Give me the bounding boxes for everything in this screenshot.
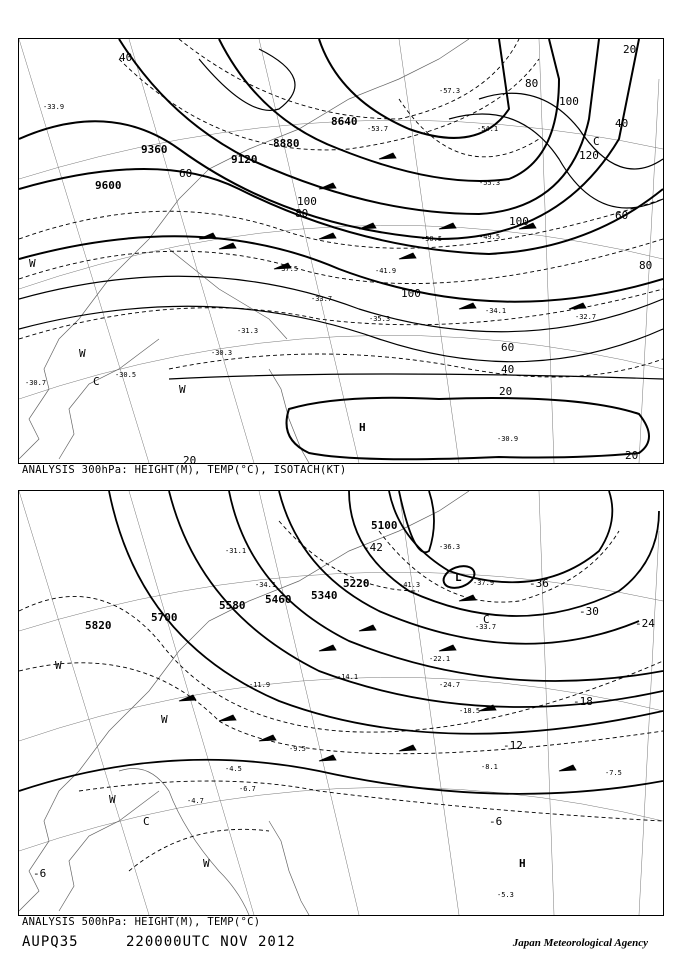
temp-label: -35.3: [369, 315, 391, 323]
height-label: 8880: [273, 137, 300, 150]
temp-label: -18.5: [459, 707, 481, 715]
warm-symbol: W: [203, 857, 210, 870]
height-label: 8640: [331, 115, 358, 128]
height-label: 5700: [151, 611, 178, 624]
high-pressure-contour: [287, 398, 650, 460]
cold-symbol: C: [93, 375, 100, 388]
isotach-label: 80: [295, 207, 309, 220]
temp-label: -5.3: [497, 891, 514, 899]
chart-300hpa-map: [19, 39, 663, 463]
isotach-label: 80: [525, 77, 539, 90]
isotherm-label: -36: [529, 577, 549, 590]
height-contours: [19, 491, 663, 794]
isotherm-label: -42: [363, 541, 383, 554]
height-label: 5460: [265, 593, 292, 606]
isotach-label: 20: [499, 385, 513, 398]
isotach-label: 60: [615, 209, 629, 222]
warm-symbol: W: [161, 713, 168, 726]
temp-label: -36.3: [439, 543, 461, 551]
temp-label: -7.5: [605, 769, 622, 777]
temp-label: -6.7: [239, 785, 256, 793]
height-label: 5340: [311, 589, 338, 602]
isotherm-label: -6: [33, 867, 47, 880]
temp-label: -57.3: [439, 87, 461, 95]
temp-label: -30.3: [211, 349, 233, 357]
height-label: 5820: [85, 619, 112, 632]
high-pressure-symbol: H: [519, 857, 526, 870]
temp-label: -9.5: [289, 745, 306, 753]
temp-label: -22.1: [429, 655, 451, 663]
temp-label: -11.9: [249, 681, 271, 689]
height-label: 9360: [141, 143, 168, 156]
temp-label: -14.1: [337, 673, 359, 681]
warm-symbol: W: [109, 793, 116, 806]
temp-label: -33.7: [475, 623, 497, 631]
temp-label: -4.7: [187, 797, 204, 805]
temp-label: -31.3: [237, 327, 259, 335]
temp-label: -34.1: [255, 581, 277, 589]
isotherm-label: -12: [503, 739, 523, 752]
temp-label: -30.5: [115, 371, 137, 379]
chart-id: AUPQ35: [22, 934, 79, 950]
height-label: 5220: [343, 577, 370, 590]
high-pressure-symbol: H: [359, 421, 366, 434]
temp-label: -33.9: [43, 103, 65, 111]
temp-label: -33.7: [311, 295, 333, 303]
temp-label: -53.7: [367, 125, 389, 133]
height-label: 9600: [95, 179, 122, 192]
temp-label: -32.7: [575, 313, 597, 321]
isotherm-label: -30: [579, 605, 599, 618]
graticule: [19, 491, 663, 915]
temp-label: -30.9: [497, 435, 519, 443]
temp-label: -34.1: [485, 307, 507, 315]
isotherm-label: -24: [635, 617, 655, 630]
warm-symbol: W: [79, 347, 86, 360]
temp-label: -54.1: [477, 125, 499, 133]
chart-500hpa-panel: [18, 490, 664, 916]
isotach-label: 20: [623, 43, 637, 56]
valid-time: 220000UTC NOV 2012: [126, 934, 296, 950]
isotach-label: 100: [297, 195, 317, 208]
temp-label: -24.7: [439, 681, 461, 689]
isotach-label: 80: [639, 259, 653, 272]
cold-symbol: C: [483, 613, 490, 626]
isotach-label: 40: [501, 363, 515, 376]
temp-label: -41.3: [399, 581, 421, 589]
temp-label: -41.9: [375, 267, 397, 275]
temp-label: -49.5: [479, 233, 501, 241]
agency-name: Japan Meteorological Agency: [512, 937, 648, 949]
isotach-label: 20: [183, 454, 197, 463]
height-label: 9120: [231, 153, 258, 166]
isotach-label: 60: [501, 341, 515, 354]
temp-label: -37.9: [473, 579, 495, 587]
height-label: 5100: [371, 519, 398, 532]
temp-label: -4.5: [225, 765, 242, 773]
coastline: [19, 39, 469, 463]
isotach-label: 40: [615, 117, 629, 130]
warm-symbol: W: [179, 383, 186, 396]
isotherm-label: -18: [573, 695, 593, 708]
chart-300hpa-panel: [18, 38, 664, 464]
temp-label: -31.1: [225, 547, 247, 555]
isotach-label: 40: [119, 51, 133, 64]
temp-label: -8.1: [481, 763, 498, 771]
isotach-label: 20: [625, 449, 639, 462]
cold-symbol: C: [143, 815, 150, 828]
low-pressure-symbol: L: [455, 571, 462, 584]
height-label: 5580: [219, 599, 246, 612]
chart-500hpa-caption: ANALYSIS 500hPa: HEIGHT(M), TEMP(°C): [22, 916, 261, 928]
isotherm-label: -6: [489, 815, 503, 828]
isotach-label: 100: [509, 215, 529, 228]
temp-label: -50.5: [421, 235, 443, 243]
isotach-label: 100: [401, 287, 421, 300]
temp-label: -30.7: [25, 379, 47, 387]
isotach-label: 100: [559, 95, 579, 108]
temp-label: -55.3: [479, 179, 501, 187]
isotach-label: 60: [179, 167, 193, 180]
chart-300hpa-caption: ANALYSIS 300hPa: HEIGHT(M), TEMP(°C), ISOTACH(KT): [22, 464, 347, 476]
cold-symbol: C: [593, 135, 600, 148]
warm-symbol: W: [29, 257, 36, 270]
isotach-label: 120: [579, 149, 599, 162]
warm-symbol: W: [55, 659, 62, 672]
chart-500hpa-map: [19, 491, 663, 915]
temp-label: -37.5: [277, 265, 299, 273]
